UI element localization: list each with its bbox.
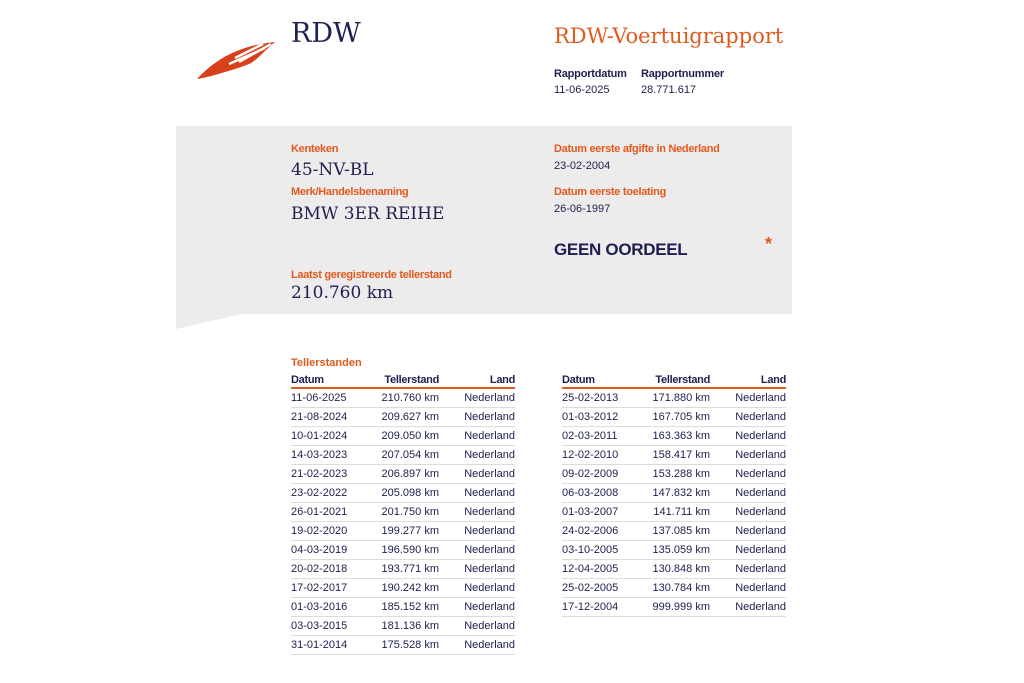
panel-corner-decoration [176, 313, 246, 329]
row-tellerstand: 209.050 km [369, 427, 439, 446]
tellerstanden-title: Tellerstanden [291, 357, 362, 369]
row-datum: 20-02-2018 [291, 560, 369, 579]
oordeel-verdict: GEEN OORDEEL [554, 240, 688, 259]
toelating-label: Datum eerste toelating [554, 186, 666, 198]
row-tellerstand: 130.784 km [640, 579, 710, 598]
table-row [562, 465, 786, 484]
row-tellerstand: 207.054 km [369, 446, 439, 465]
row-land: Nederland [710, 427, 786, 446]
brand-name: RDW [291, 18, 361, 49]
table-row [562, 484, 786, 503]
kenteken-label: Kenteken [291, 143, 339, 155]
row-land: Nederland [710, 503, 786, 522]
row-tellerstand: 196.590 km [369, 541, 439, 560]
row-datum: 25-02-2013 [562, 388, 640, 408]
table-row [291, 579, 515, 598]
row-tellerstand: 135.059 km [640, 541, 710, 560]
row-land: Nederland [710, 541, 786, 560]
row-tellerstand: 190.242 km [369, 579, 439, 598]
row-land: Nederland [710, 522, 786, 541]
row-tellerstand: 199.277 km [369, 522, 439, 541]
table-row [291, 484, 515, 503]
row-tellerstand: 137.085 km [640, 522, 710, 541]
row-land: Nederland [439, 388, 515, 408]
table-row [291, 446, 515, 465]
row-tellerstand: 193.771 km [369, 560, 439, 579]
table-row [562, 388, 786, 408]
row-datum: 21-08-2024 [291, 408, 369, 427]
row-tellerstand: 130.848 km [640, 560, 710, 579]
row-datum: 06-03-2008 [562, 484, 640, 503]
table-row [291, 408, 515, 427]
row-land: Nederland [710, 446, 786, 465]
row-land: Nederland [439, 484, 515, 503]
row-land: Nederland [439, 427, 515, 446]
row-datum: 14-03-2023 [291, 446, 369, 465]
row-datum: 21-02-2023 [291, 465, 369, 484]
oordeel-footnote-mark: * [765, 234, 773, 254]
row-datum: 03-10-2005 [562, 541, 640, 560]
row-tellerstand: 141.711 km [640, 503, 710, 522]
row-land: Nederland [710, 579, 786, 598]
tellerstand-value: 210.760 km [291, 283, 394, 303]
row-datum: 26-01-2021 [291, 503, 369, 522]
row-tellerstand: 158.417 km [640, 446, 710, 465]
table-row [291, 388, 515, 408]
row-datum: 02-03-2011 [562, 427, 640, 446]
merk-label: Merk/Handelsbenaming [291, 186, 409, 198]
row-tellerstand: 999.999 km [640, 598, 710, 617]
row-land: Nederland [439, 446, 515, 465]
report-title: RDW-Voertuigrapport [554, 24, 784, 48]
row-land: Nederland [439, 598, 515, 617]
row-datum: 12-04-2005 [562, 560, 640, 579]
row-land: Nederland [710, 484, 786, 503]
row-land: Nederland [439, 560, 515, 579]
table-row [291, 541, 515, 560]
rapportdatum-value: 11-06-2025 [554, 84, 610, 96]
column-header-datum: Datum [291, 373, 369, 388]
table-row [291, 617, 515, 636]
table-row [562, 446, 786, 465]
row-tellerstand: 206.897 km [369, 465, 439, 484]
table-row [291, 522, 515, 541]
toelating-value: 26-06-1997 [554, 203, 611, 215]
row-land: Nederland [439, 408, 515, 427]
table-row [291, 503, 515, 522]
row-datum: 17-12-2004 [562, 598, 640, 617]
table-row [562, 522, 786, 541]
row-tellerstand: 181.136 km [369, 617, 439, 636]
row-datum: 01-03-2012 [562, 408, 640, 427]
row-datum: 17-02-2017 [291, 579, 369, 598]
row-land: Nederland [439, 617, 515, 636]
row-tellerstand: 209.627 km [369, 408, 439, 427]
table-row [562, 427, 786, 446]
table-row [291, 560, 515, 579]
row-land: Nederland [710, 560, 786, 579]
row-datum: 23-02-2022 [291, 484, 369, 503]
table-row [562, 579, 786, 598]
row-datum: 09-02-2009 [562, 465, 640, 484]
table-row [562, 598, 786, 617]
rapportnummer-label: Rapportnummer [641, 68, 724, 80]
row-tellerstand: 153.288 km [640, 465, 710, 484]
row-land: Nederland [439, 541, 515, 560]
column-header-land: Land [439, 373, 515, 388]
column-header-tellerstand: Tellerstand [640, 373, 710, 388]
kenteken-value: 45-NV-BL [291, 160, 374, 180]
row-land: Nederland [439, 636, 515, 655]
row-datum: 04-03-2019 [291, 541, 369, 560]
row-land: Nederland [710, 388, 786, 408]
rapportdatum-label: Rapportdatum [554, 68, 627, 80]
row-datum: 03-03-2015 [291, 617, 369, 636]
rdw-feather-logo-icon [195, 36, 279, 82]
row-tellerstand: 185.152 km [369, 598, 439, 617]
row-land: Nederland [439, 522, 515, 541]
row-tellerstand: 205.098 km [369, 484, 439, 503]
row-land: Nederland [710, 408, 786, 427]
row-tellerstand: 210.760 km [369, 388, 439, 408]
column-header-land: Land [710, 373, 786, 388]
row-datum: 12-02-2010 [562, 446, 640, 465]
row-datum: 25-02-2005 [562, 579, 640, 598]
table-row [562, 560, 786, 579]
row-land: Nederland [439, 503, 515, 522]
row-land: Nederland [710, 465, 786, 484]
row-tellerstand: 163.363 km [640, 427, 710, 446]
table-row [562, 408, 786, 427]
row-datum: 01-03-2016 [291, 598, 369, 617]
row-datum: 11-06-2025 [291, 388, 369, 408]
afgifte-value: 23-02-2004 [554, 160, 611, 172]
table-row [291, 598, 515, 617]
row-land: Nederland [439, 465, 515, 484]
table-row [562, 541, 786, 560]
row-land: Nederland [439, 579, 515, 598]
row-tellerstand: 171.880 km [640, 388, 710, 408]
merk-value: BMW 3ER REIHE [291, 204, 445, 224]
table-row [562, 503, 786, 522]
tellerstanden-table-right [562, 373, 786, 617]
column-header-datum: Datum [562, 373, 640, 388]
row-datum: 24-02-2006 [562, 522, 640, 541]
row-datum: 01-03-2007 [562, 503, 640, 522]
row-tellerstand: 175.528 km [369, 636, 439, 655]
row-land: Nederland [710, 598, 786, 617]
table-row [291, 636, 515, 655]
table-row [291, 427, 515, 446]
afgifte-label: Datum eerste afgifte in Nederland [554, 143, 720, 155]
row-tellerstand: 167.705 km [640, 408, 710, 427]
table-row [291, 465, 515, 484]
row-tellerstand: 201.750 km [369, 503, 439, 522]
rapportnummer-value: 28.771.617 [641, 84, 697, 96]
row-tellerstand: 147.832 km [640, 484, 710, 503]
tellerstand-label: Laatst geregistreerde tellerstand [291, 269, 452, 281]
row-datum: 10-01-2024 [291, 427, 369, 446]
tellerstanden-table-left [291, 373, 515, 655]
column-header-tellerstand: Tellerstand [369, 373, 439, 388]
row-datum: 19-02-2020 [291, 522, 369, 541]
row-datum: 31-01-2014 [291, 636, 369, 655]
